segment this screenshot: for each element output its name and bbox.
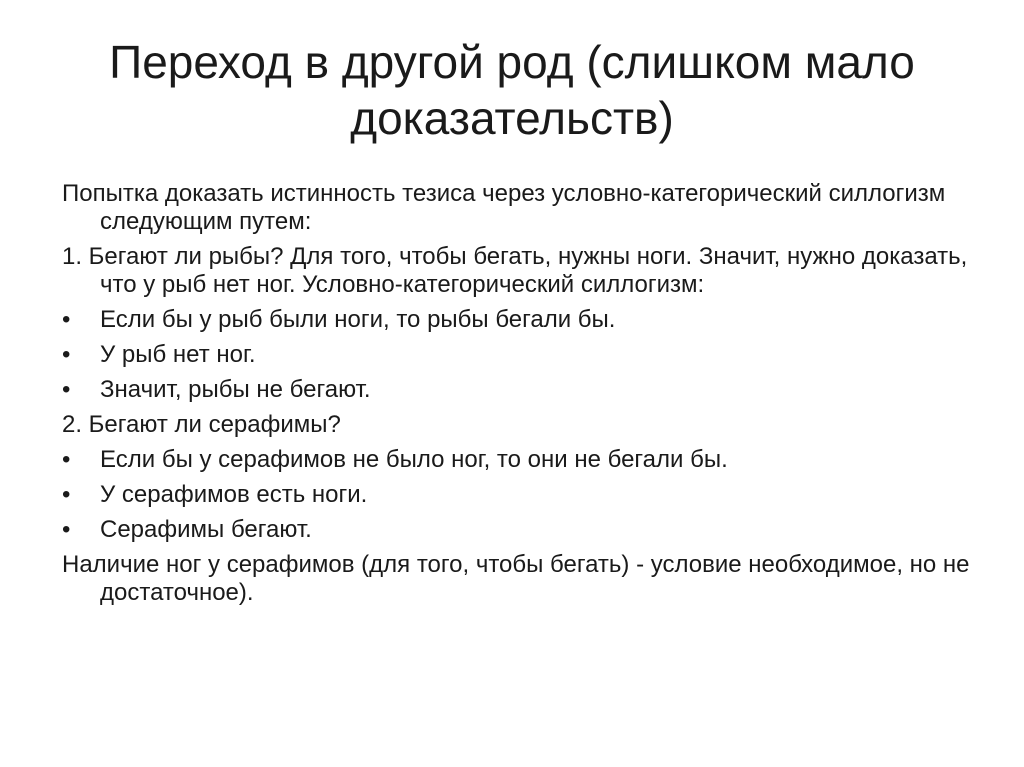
list-item-text: У рыб нет ног. — [100, 341, 256, 368]
paragraph-fish-question: 1. Бегают ли рыбы? Для того, чтобы бегать, нужны ноги. Значит, нужно доказать, что у рыб нет ног. Условно-категорический силлогизм: — [62, 243, 968, 298]
bullet-marker: • — [62, 446, 71, 473]
paragraph-intro: Попытка доказать истинность тезиса через условно-категорический силлогизм следующим путем: — [62, 180, 946, 235]
list-item-text: Если бы у рыб были ноги, то рыбы бегали бы. — [100, 306, 616, 333]
slide-title: Переход в другой род (слишком мало доказательств) — [109, 36, 915, 144]
list-item-text: Если бы у серафимов не было ног, то они не бегали бы. — [100, 446, 728, 473]
list-item — [62, 481, 982, 509]
list-item — [62, 306, 982, 334]
slide-body — [62, 180, 982, 614]
paragraph-seraphim-question: 2. Бегают ли серафимы? — [62, 411, 341, 438]
list-item-text: Серафимы бегают. — [100, 516, 312, 543]
bullet-marker: • — [62, 306, 71, 333]
list-item-text: У серафимов есть ноги. — [100, 481, 368, 508]
paragraph-conclusion: Наличие ног у серафимов (для того, чтобы бегать) - условие необходимое, но не достаточное). — [62, 551, 970, 606]
list-item — [62, 341, 982, 369]
bullet-marker: • — [62, 341, 71, 368]
list-item — [62, 376, 982, 404]
list-item — [62, 446, 982, 474]
bullet-marker: • — [62, 376, 71, 403]
list-item — [62, 516, 982, 544]
bullet-marker: • — [62, 481, 71, 508]
bullet-marker: • — [62, 516, 71, 543]
list-item-text: Значит, рыбы не бегают. — [100, 376, 371, 403]
